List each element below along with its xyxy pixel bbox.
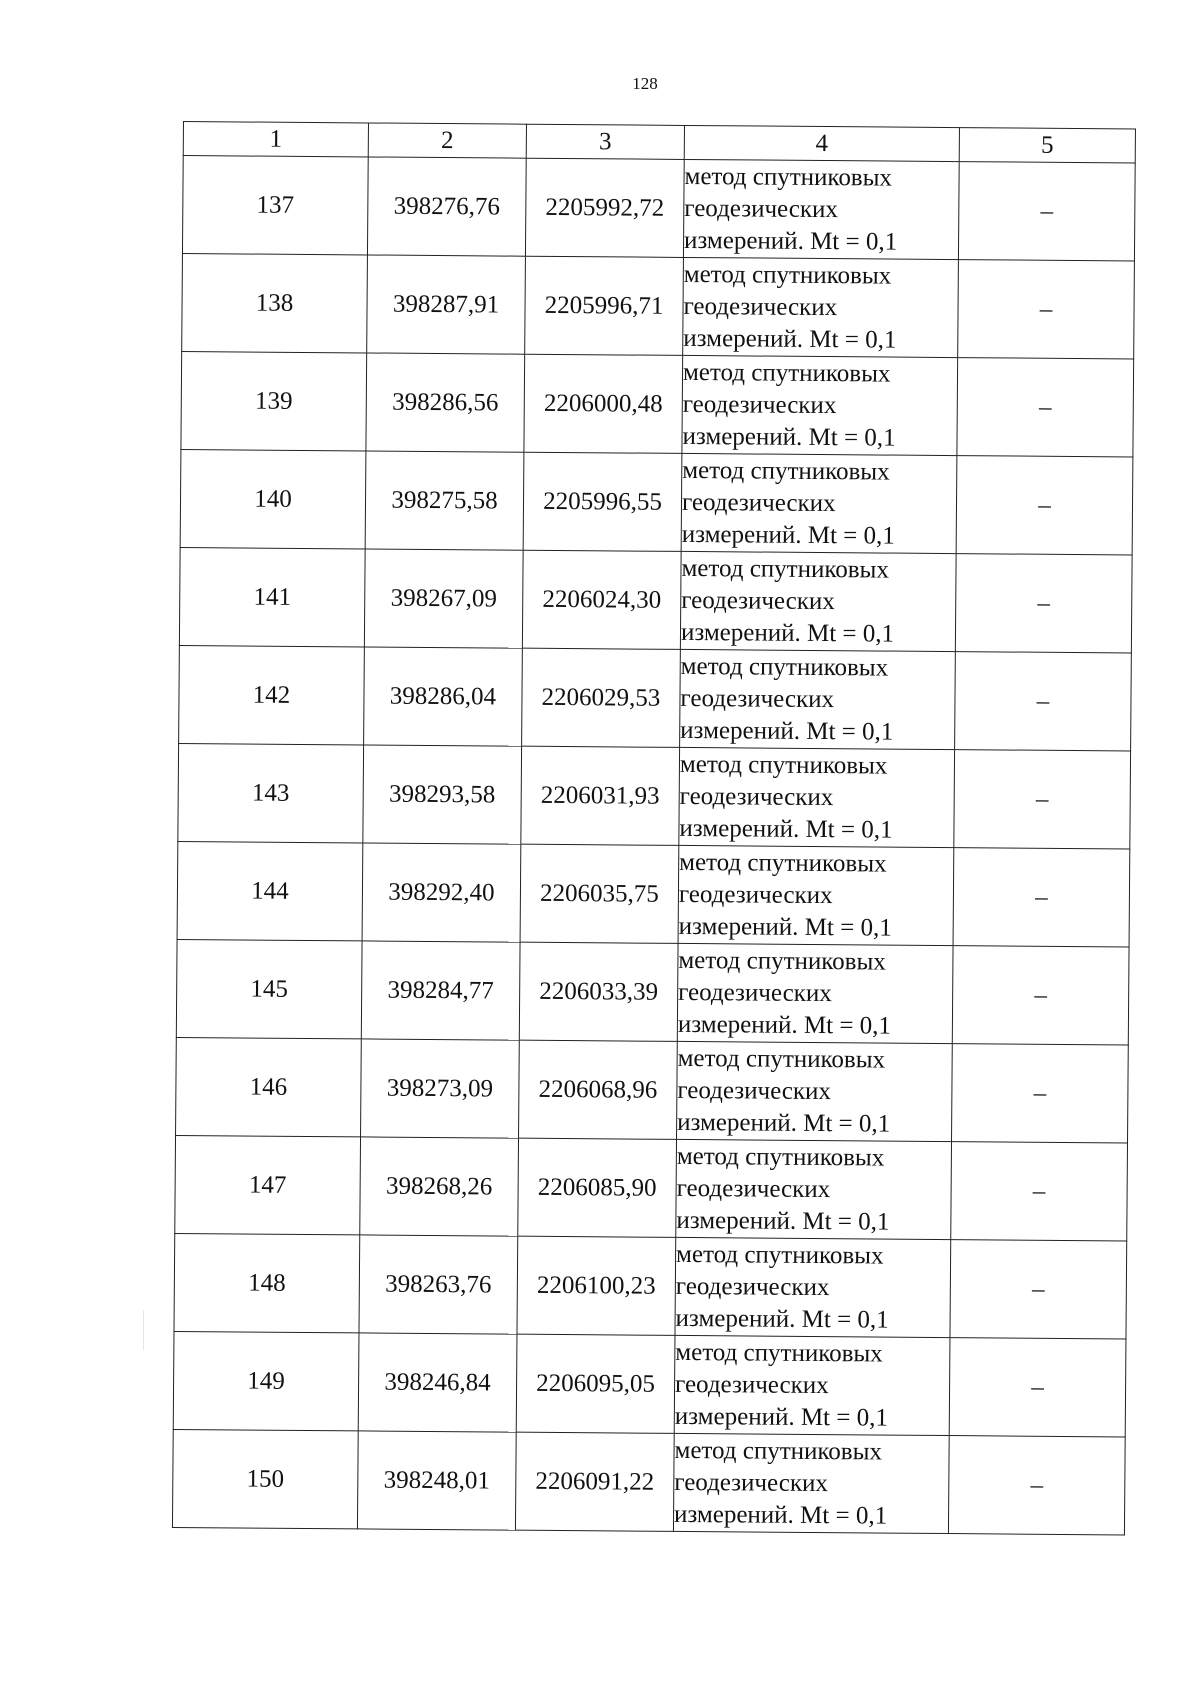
method-line: измерений. Mt = 0,1 <box>680 618 895 648</box>
y-coordinate-cell: 2206035,75 <box>520 844 679 943</box>
point-number-cell: 138 <box>182 253 368 352</box>
y-coordinate-cell: 2206031,93 <box>521 746 680 845</box>
method-line: геодезических <box>682 390 837 419</box>
y-coordinate-cell: 2206000,48 <box>524 354 683 453</box>
note-cell: – <box>949 1338 1126 1437</box>
note-cell: – <box>958 162 1135 261</box>
table-row <box>182 253 1135 358</box>
method-cell <box>673 1433 949 1533</box>
method-cell <box>679 747 955 847</box>
x-coordinate-cell: 398293,58 <box>363 745 522 844</box>
method-line: метод спутниковых <box>680 652 889 682</box>
table-row <box>174 1233 1127 1338</box>
method-cell <box>675 1237 951 1337</box>
table-body <box>172 156 1135 1535</box>
method-line: геодезических <box>675 1272 830 1301</box>
y-coordinate-cell: 2206024,30 <box>522 550 681 649</box>
method-line: геодезических <box>680 684 835 713</box>
table-row <box>179 645 1132 750</box>
header-col-5: 5 <box>959 128 1135 163</box>
method-line: измерений. Mt = 0,1 <box>681 520 895 550</box>
method-line: измерений. Mt = 0,1 <box>680 716 894 746</box>
note-cell: – <box>948 1436 1125 1535</box>
method-line: измерений. Mt = 0,1 <box>682 422 896 452</box>
method-cell <box>678 845 954 945</box>
point-number-cell: 149 <box>173 1331 359 1430</box>
header-col-1: 1 <box>183 122 368 157</box>
method-cell <box>677 1041 953 1141</box>
method-line: метод спутниковых <box>681 554 890 584</box>
y-coordinate-cell: 2206100,23 <box>517 1236 676 1335</box>
y-coordinate-cell: 2206095,05 <box>516 1334 675 1433</box>
x-coordinate-cell: 398267,09 <box>364 549 523 648</box>
method-cell <box>676 1139 952 1239</box>
method-line: геодезических <box>678 978 832 1007</box>
note-cell: – <box>951 1142 1128 1241</box>
x-coordinate-cell: 398268,26 <box>360 1137 519 1236</box>
y-coordinate-cell: 2206085,90 <box>518 1138 677 1237</box>
method-line: измерений. Mt = 0,1 <box>673 1500 888 1530</box>
point-number-cell: 137 <box>182 156 368 255</box>
method-cell <box>674 1335 950 1435</box>
method-line: метод спутниковых <box>677 1044 886 1074</box>
table-row <box>176 1037 1129 1142</box>
note-cell: – <box>958 260 1135 359</box>
method-line: геодезических <box>674 1468 829 1497</box>
method-line: метод спутниковых <box>679 750 888 780</box>
x-coordinate-cell: 398248,01 <box>357 1431 516 1530</box>
point-number-cell: 139 <box>181 351 367 450</box>
method-line: метод спутниковых <box>676 1240 884 1270</box>
scan-mark <box>143 1310 144 1350</box>
header-col-2: 2 <box>368 123 526 158</box>
table-row <box>175 1135 1128 1240</box>
table-row <box>181 351 1134 456</box>
y-coordinate-cell: 2206091,22 <box>515 1432 674 1531</box>
method-cell <box>681 453 957 553</box>
method-line: метод спутниковых <box>678 946 886 976</box>
method-cell <box>680 649 956 749</box>
table-row <box>173 1331 1126 1436</box>
x-coordinate-cell: 398276,76 <box>367 157 526 256</box>
note-cell: – <box>954 750 1131 849</box>
table-row <box>172 1429 1125 1534</box>
method-line: измерений. Mt = 0,1 <box>677 1010 892 1040</box>
method-line: измерений. Mt = 0,1 <box>677 1108 891 1138</box>
method-line: метод спутниковых <box>676 1142 885 1172</box>
method-line: геодезических <box>674 1370 829 1399</box>
table-row <box>179 547 1132 652</box>
method-line: измерений. Mt = 0,1 <box>674 1402 889 1432</box>
table-row <box>177 841 1130 946</box>
method-line: геодезических <box>679 782 834 811</box>
y-coordinate-cell: 2205996,55 <box>523 452 682 551</box>
x-coordinate-cell: 398273,09 <box>361 1039 520 1138</box>
table-row <box>176 939 1129 1044</box>
method-line: геодезических <box>681 586 835 615</box>
y-coordinate-cell: 2206033,39 <box>519 942 678 1041</box>
point-number-cell: 148 <box>174 1233 360 1332</box>
x-coordinate-cell: 398275,58 <box>365 451 524 550</box>
point-number-cell: 141 <box>179 547 365 646</box>
note-cell: – <box>956 456 1133 555</box>
method-cell <box>682 355 958 455</box>
method-cell <box>677 943 953 1043</box>
page-number: 128 <box>632 74 658 93</box>
method-line: измерений. Mt = 0,1 <box>676 1206 890 1236</box>
method-line: метод спутниковых <box>674 1436 883 1466</box>
table-row <box>182 156 1135 261</box>
note-cell: – <box>952 1044 1129 1143</box>
point-number-cell: 143 <box>178 743 364 842</box>
method-line: геодезических <box>684 194 839 223</box>
x-coordinate-cell: 398284,77 <box>361 941 520 1040</box>
x-coordinate-cell: 398263,76 <box>359 1235 518 1334</box>
method-line: метод спутниковых <box>682 358 891 388</box>
point-number-cell: 145 <box>176 939 362 1038</box>
point-number-cell: 147 <box>175 1135 361 1234</box>
header-col-3: 3 <box>526 124 684 159</box>
method-line: метод спутниковых <box>675 1338 883 1368</box>
note-cell: – <box>953 848 1130 947</box>
method-line: геодезических <box>677 1076 832 1105</box>
method-line: измерений. Mt = 0,1 <box>675 1304 889 1334</box>
y-coordinate-cell: 2205992,72 <box>525 158 684 257</box>
table-row <box>180 449 1133 554</box>
method-line: измерений. Mt = 0,1 <box>683 226 898 256</box>
method-line: измерений. Mt = 0,1 <box>678 912 892 942</box>
point-number-cell: 144 <box>177 841 363 940</box>
method-line: геодезических <box>676 1174 831 1203</box>
x-coordinate-cell: 398246,84 <box>358 1333 517 1432</box>
method-line: измерений. Mt = 0,1 <box>679 814 893 844</box>
x-coordinate-cell: 398286,04 <box>364 647 523 746</box>
method-line: геодезических <box>678 880 833 909</box>
x-coordinate-cell: 398292,40 <box>362 843 521 942</box>
method-line: геодезических <box>683 292 838 321</box>
method-cell <box>680 551 956 651</box>
method-line: метод спутниковых <box>679 848 887 878</box>
header-col-4: 4 <box>684 125 959 161</box>
method-line: метод спутниковых <box>684 162 893 192</box>
method-line: метод спутниковых <box>682 456 890 486</box>
y-coordinate-cell: 2206029,53 <box>522 648 681 747</box>
note-cell: – <box>955 652 1132 751</box>
x-coordinate-cell: 398287,91 <box>367 255 526 354</box>
point-number-cell: 150 <box>172 1429 358 1528</box>
method-line: метод спутниковых <box>683 260 892 290</box>
point-number-cell: 142 <box>179 645 365 744</box>
point-number-cell: 140 <box>180 449 366 548</box>
note-cell: – <box>955 554 1132 653</box>
x-coordinate-cell: 398286,56 <box>366 353 525 452</box>
method-cell <box>683 257 959 357</box>
note-cell: – <box>957 358 1134 457</box>
note-cell: – <box>950 1240 1127 1339</box>
note-cell: – <box>952 946 1129 1045</box>
method-cell <box>683 159 959 259</box>
table-row <box>178 743 1131 848</box>
y-coordinate-cell: 2206068,96 <box>519 1040 678 1139</box>
method-line: геодезических <box>681 488 836 517</box>
coordinates-table <box>172 121 1136 1535</box>
method-line: измерений. Mt = 0,1 <box>683 324 897 354</box>
y-coordinate-cell: 2205996,71 <box>525 256 684 355</box>
point-number-cell: 146 <box>176 1037 362 1136</box>
